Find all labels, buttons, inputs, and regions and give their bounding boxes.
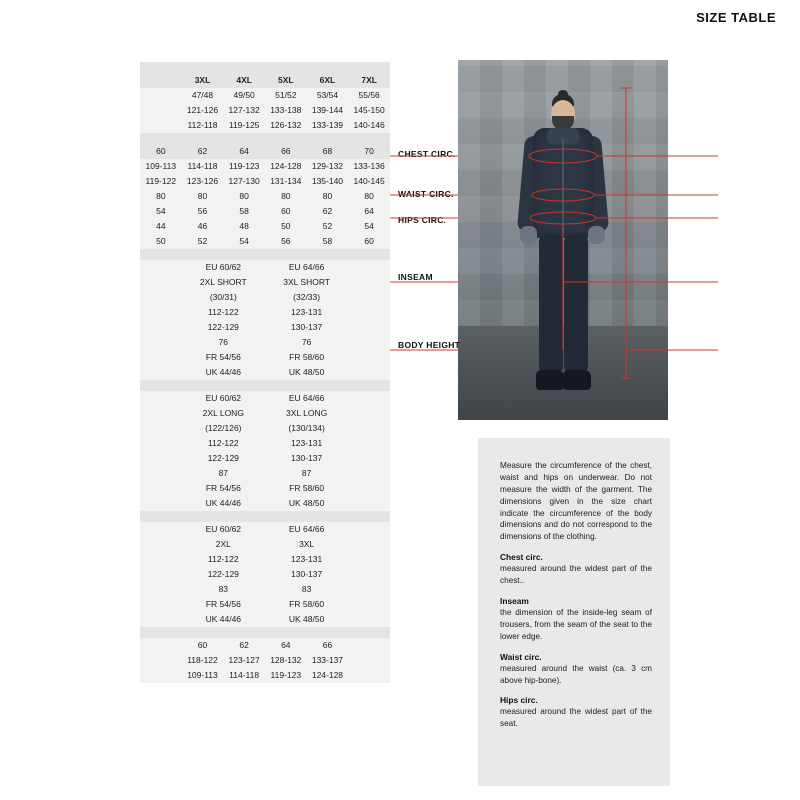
table-cell: 130-137: [265, 320, 348, 335]
size-table-wrapper: [140, 62, 390, 683]
table-cell: 114-118: [182, 159, 224, 174]
info-text-waist: measured around the waist (ca. 3 cm above hip-bone).: [500, 663, 652, 685]
table-row: [140, 275, 390, 290]
table-cell: EU 60/62: [182, 522, 265, 537]
table-row: [140, 653, 390, 668]
table-cell: 46: [182, 219, 224, 234]
table-cell: 119-122: [140, 174, 182, 189]
table-row: [140, 552, 390, 567]
size-table-body: [140, 62, 390, 683]
table-row: [140, 305, 390, 320]
table-cell: 7XL: [348, 73, 390, 88]
table-row: [140, 103, 390, 118]
table-cell: 58: [307, 234, 349, 249]
table-cell: (30/31): [182, 290, 265, 305]
table-row: [140, 582, 390, 597]
table-cell: 80: [223, 189, 265, 204]
table-cell: UK 44/46: [182, 365, 265, 380]
table-cell: 128-132: [265, 653, 307, 668]
table-cell-empty: [140, 612, 182, 627]
table-cell-empty: [348, 567, 390, 582]
table-cell-empty: [140, 133, 390, 144]
table-cell-empty: [140, 335, 182, 350]
table-cell: 83: [265, 582, 348, 597]
table-cell: 3XL: [182, 73, 224, 88]
table-cell-empty: [140, 118, 182, 133]
table-cell: 66: [265, 144, 307, 159]
table-cell-empty: [140, 406, 182, 421]
table-cell-empty: [140, 350, 182, 365]
table-cell: (122/126): [182, 421, 265, 436]
table-cell: 119-123: [265, 668, 307, 683]
table-cell-empty: [140, 62, 390, 73]
table-row: [140, 118, 390, 133]
table-cell: 135-140: [307, 174, 349, 189]
table-cell: EU 64/66: [265, 522, 348, 537]
table-cell: 54: [140, 204, 182, 219]
table-row: [140, 365, 390, 380]
table-row: [140, 320, 390, 335]
table-cell-empty: [140, 305, 182, 320]
callout-waist-circ: WAIST CIRC.: [398, 189, 454, 199]
table-cell: 52: [182, 234, 224, 249]
table-row: [140, 73, 390, 88]
table-cell-empty: [140, 320, 182, 335]
table-row: [140, 391, 390, 406]
table-cell-empty: [348, 638, 390, 653]
table-row: [140, 204, 390, 219]
table-cell: 60: [182, 638, 224, 653]
table-cell: 122-129: [182, 320, 265, 335]
table-cell: 80: [265, 189, 307, 204]
table-cell: 130-137: [265, 567, 348, 582]
table-cell: UK 44/46: [182, 496, 265, 511]
table-row: [140, 88, 390, 103]
table-row: [140, 290, 390, 305]
table-cell: 139-144: [307, 103, 349, 118]
table-row: [140, 537, 390, 552]
table-cell-empty: [140, 653, 182, 668]
table-row: [140, 260, 390, 275]
callout-inseam: INSEAM: [398, 272, 433, 282]
table-row: [140, 62, 390, 73]
table-cell: 140-145: [348, 174, 390, 189]
table-cell-empty: [348, 466, 390, 481]
table-cell: 64: [348, 204, 390, 219]
table-cell: 62: [223, 638, 265, 653]
callout-body-height: BODY HEIGHT: [398, 340, 461, 350]
table-row: [140, 511, 390, 522]
table-row: [140, 159, 390, 174]
table-cell: 123-127: [223, 653, 265, 668]
table-row: [140, 638, 390, 653]
table-row: [140, 466, 390, 481]
table-cell: 50: [265, 219, 307, 234]
table-cell: FR 58/60: [265, 597, 348, 612]
table-cell: 130-137: [265, 451, 348, 466]
table-cell: 47/48: [182, 88, 224, 103]
table-row: [140, 597, 390, 612]
table-cell-empty: [140, 511, 390, 522]
table-cell-empty: [140, 481, 182, 496]
table-cell: 122-129: [182, 567, 265, 582]
table-cell: EU 64/66: [265, 391, 348, 406]
table-row: [140, 234, 390, 249]
table-row: [140, 481, 390, 496]
info-text-chest: measured around the widest part of the chest..: [500, 564, 652, 586]
table-cell-empty: [140, 552, 182, 567]
table-row: [140, 436, 390, 451]
table-cell-empty: [140, 249, 390, 260]
measurement-info-panel: [478, 438, 670, 786]
table-cell-empty: [140, 627, 390, 638]
table-cell-empty: [348, 406, 390, 421]
table-cell-empty: [140, 567, 182, 582]
table-row: [140, 612, 390, 627]
table-cell: 53/54: [307, 88, 349, 103]
table-cell: 121-126: [182, 103, 224, 118]
table-cell: 123-131: [265, 436, 348, 451]
table-cell-empty: [140, 537, 182, 552]
table-cell-empty: [140, 260, 182, 275]
table-cell: 80: [348, 189, 390, 204]
table-row: [140, 421, 390, 436]
table-cell-empty: [348, 260, 390, 275]
table-cell: 60: [140, 144, 182, 159]
info-text-hips: measured around the widest part of the seat.: [500, 707, 652, 729]
table-row: [140, 219, 390, 234]
table-cell: 44: [140, 219, 182, 234]
info-heading-hips: Hips circ.: [500, 695, 538, 706]
table-cell: 55/56: [348, 88, 390, 103]
table-cell: 48: [223, 219, 265, 234]
table-cell-empty: [140, 103, 182, 118]
table-cell: UK 44/46: [182, 612, 265, 627]
table-row: [140, 522, 390, 537]
table-cell-empty: [140, 466, 182, 481]
table-row: [140, 249, 390, 260]
table-row: [140, 668, 390, 683]
table-cell-empty: [348, 668, 390, 683]
table-cell: 80: [140, 189, 182, 204]
table-cell-empty: [348, 612, 390, 627]
size-table: [140, 62, 390, 683]
table-cell: 127-130: [223, 174, 265, 189]
info-heading-chest: Chest circ.: [500, 552, 543, 563]
table-cell: 56: [265, 234, 307, 249]
table-cell: 119-125: [223, 118, 265, 133]
table-cell: 112-118: [182, 118, 224, 133]
table-cell: (32/33): [265, 290, 348, 305]
table-cell-empty: [140, 275, 182, 290]
table-cell-empty: [348, 496, 390, 511]
table-cell: 60: [265, 204, 307, 219]
table-cell: 123-126: [182, 174, 224, 189]
table-cell: 70: [348, 144, 390, 159]
table-cell: 50: [140, 234, 182, 249]
table-cell: 3XL: [265, 537, 348, 552]
table-row: [140, 335, 390, 350]
table-row: [140, 144, 390, 159]
table-cell-empty: [140, 522, 182, 537]
callout-leader-lines: [660, 60, 720, 420]
table-cell: 124-128: [265, 159, 307, 174]
table-cell: 3XL SHORT: [265, 275, 348, 290]
table-cell-empty: [140, 88, 182, 103]
table-cell: 145-150: [348, 103, 390, 118]
table-row: [140, 133, 390, 144]
table-cell-empty: [140, 421, 182, 436]
table-cell: 133-138: [265, 103, 307, 118]
table-cell-empty: [348, 305, 390, 320]
table-cell: 51/52: [265, 88, 307, 103]
table-cell-empty: [348, 537, 390, 552]
table-cell: 131-134: [265, 174, 307, 189]
table-cell: 126-132: [265, 118, 307, 133]
model-figure: [517, 94, 609, 414]
table-cell: 52: [307, 219, 349, 234]
table-cell-empty: [348, 350, 390, 365]
table-cell: 2XL SHORT: [182, 275, 265, 290]
table-cell: 64: [223, 144, 265, 159]
table-cell: 87: [265, 466, 348, 481]
table-cell: 133-139: [307, 118, 349, 133]
table-cell: 140-146: [348, 118, 390, 133]
table-cell-empty: [348, 481, 390, 496]
table-cell: UK 48/50: [265, 612, 348, 627]
table-cell: EU 60/62: [182, 260, 265, 275]
table-row: [140, 406, 390, 421]
table-cell: 123-131: [265, 552, 348, 567]
table-cell-empty: [140, 391, 182, 406]
table-cell: 109-113: [182, 668, 224, 683]
table-cell-empty: [348, 365, 390, 380]
table-cell-empty: [140, 73, 182, 88]
table-cell-empty: [348, 391, 390, 406]
table-cell-empty: [140, 582, 182, 597]
table-cell: FR 58/60: [265, 481, 348, 496]
table-cell-empty: [348, 653, 390, 668]
table-row: [140, 567, 390, 582]
table-cell-empty: [348, 320, 390, 335]
table-cell: 133-137: [307, 653, 349, 668]
table-cell: 2XL: [182, 537, 265, 552]
table-cell: 6XL: [307, 73, 349, 88]
table-cell-empty: [140, 638, 182, 653]
table-cell: 64: [265, 638, 307, 653]
table-cell: 83: [182, 582, 265, 597]
table-cell-empty: [140, 380, 390, 391]
table-cell: 112-122: [182, 552, 265, 567]
table-cell: 60: [348, 234, 390, 249]
table-cell: 129-132: [307, 159, 349, 174]
table-cell: 62: [182, 144, 224, 159]
table-cell: UK 48/50: [265, 365, 348, 380]
table-row: [140, 174, 390, 189]
table-cell: 122-129: [182, 451, 265, 466]
table-cell: 124-128: [307, 668, 349, 683]
table-cell: 62: [307, 204, 349, 219]
table-cell: 118-122: [182, 653, 224, 668]
table-cell: 76: [265, 335, 348, 350]
table-cell-empty: [140, 290, 182, 305]
table-cell: EU 64/66: [265, 260, 348, 275]
table-cell: 76: [182, 335, 265, 350]
table-cell: FR 54/56: [182, 350, 265, 365]
table-row: [140, 350, 390, 365]
table-cell-empty: [348, 597, 390, 612]
table-cell-empty: [348, 582, 390, 597]
table-row: [140, 189, 390, 204]
table-cell: 112-122: [182, 305, 265, 320]
table-cell: 68: [307, 144, 349, 159]
model-photo: [458, 60, 668, 420]
table-cell: 112-122: [182, 436, 265, 451]
table-cell-empty: [140, 365, 182, 380]
table-cell: 109-113: [140, 159, 182, 174]
table-cell-empty: [348, 335, 390, 350]
table-row: [140, 380, 390, 391]
table-cell: FR 54/56: [182, 597, 265, 612]
page-title: SIZE TABLE: [696, 10, 776, 25]
table-cell: 54: [348, 219, 390, 234]
table-cell: 4XL: [223, 73, 265, 88]
table-cell-empty: [348, 552, 390, 567]
table-cell: 66: [307, 638, 349, 653]
table-cell-empty: [348, 275, 390, 290]
info-intro: Measure the circumference of the chest, waist and hips on underwear. Do not measure the width of the garment. The dimensions given in the size chart indicate the circumference of the body dimensions and do not correspond to the dimensions of the clothing.: [500, 461, 652, 542]
table-cell: 49/50: [223, 88, 265, 103]
table-cell: 119-123: [223, 159, 265, 174]
table-cell: EU 60/62: [182, 391, 265, 406]
table-cell: 114-118: [223, 668, 265, 683]
info-heading-inseam: Inseam: [500, 596, 529, 607]
table-cell: 54: [223, 234, 265, 249]
table-cell: FR 58/60: [265, 350, 348, 365]
callout-connector-lines: [386, 60, 466, 420]
table-cell: 3XL LONG: [265, 406, 348, 421]
table-row: [140, 496, 390, 511]
table-cell: UK 48/50: [265, 496, 348, 511]
table-cell: FR 54/56: [182, 481, 265, 496]
table-cell: 87: [182, 466, 265, 481]
table-cell-empty: [348, 522, 390, 537]
table-cell: 80: [182, 189, 224, 204]
table-cell: 56: [182, 204, 224, 219]
table-cell: (130/134): [265, 421, 348, 436]
table-cell-empty: [140, 668, 182, 683]
table-cell: 5XL: [265, 73, 307, 88]
callout-chest-circ: CHEST CIRC.: [398, 149, 456, 159]
table-cell: 123-131: [265, 305, 348, 320]
table-cell-empty: [348, 421, 390, 436]
callout-hips-circ: HIPS CIRC.: [398, 215, 447, 225]
info-text-inseam: the dimension of the inside-leg seam of trousers, from the seam of the seat to the lower edge.: [500, 608, 652, 641]
table-row: [140, 627, 390, 638]
table-cell-empty: [348, 451, 390, 466]
table-cell-empty: [140, 436, 182, 451]
table-cell-empty: [348, 436, 390, 451]
table-cell: 127-132: [223, 103, 265, 118]
table-cell: 133-136: [348, 159, 390, 174]
table-cell-empty: [140, 451, 182, 466]
table-cell-empty: [140, 496, 182, 511]
table-cell: 80: [307, 189, 349, 204]
table-row: [140, 451, 390, 466]
table-cell: 58: [223, 204, 265, 219]
table-cell-empty: [140, 597, 182, 612]
table-cell-empty: [348, 290, 390, 305]
table-cell: 2XL LONG: [182, 406, 265, 421]
info-heading-waist: Waist circ.: [500, 651, 542, 662]
